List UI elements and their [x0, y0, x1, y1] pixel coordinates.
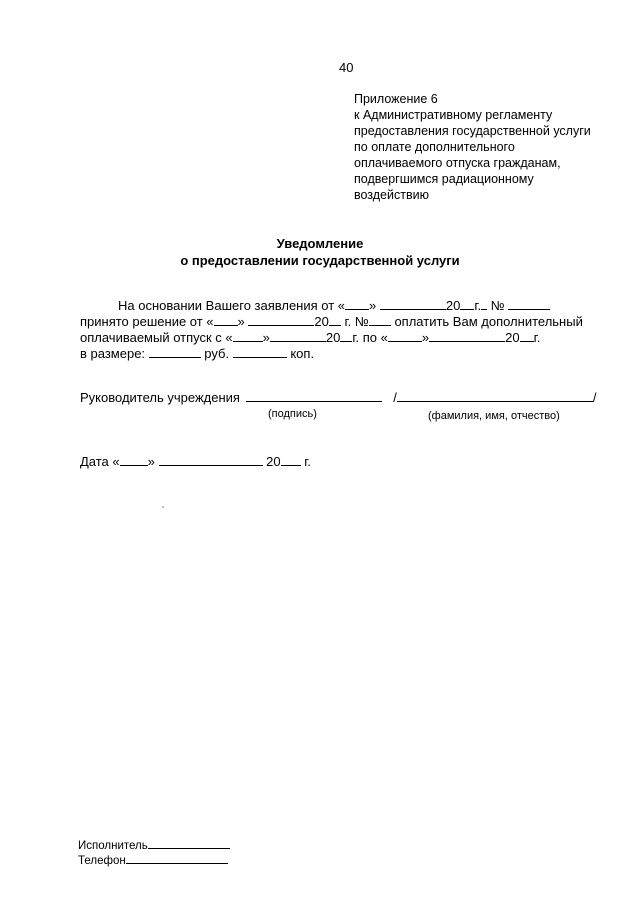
- blank-month: [248, 313, 314, 326]
- body-line-2: [80, 313, 583, 330]
- text: Дата «: [80, 454, 120, 469]
- text: г.: [474, 298, 482, 313]
- blank-day: [120, 453, 148, 466]
- appendix-line: воздействию: [354, 188, 429, 202]
- appendix-line: оплачиваемого отпуска гражданам,: [354, 156, 561, 170]
- blank-year: [329, 313, 341, 326]
- appendix-block: [354, 91, 591, 203]
- blank-month: [429, 329, 505, 342]
- executor-label: Исполнитель: [78, 840, 148, 852]
- appendix-line: к Административному регламенту: [354, 108, 553, 122]
- appendix-line: подвергшимся радиационному: [354, 172, 534, 186]
- text: »: [147, 454, 155, 469]
- text: /: [393, 390, 397, 405]
- text: 20: [445, 298, 461, 313]
- appendix-line: предоставления государственной услуги: [354, 124, 591, 138]
- page-number: 40: [339, 60, 354, 75]
- blank-day: [233, 329, 263, 342]
- blank-day: [345, 297, 369, 310]
- blank-signature: [246, 389, 382, 402]
- text: г.: [533, 330, 541, 345]
- blank: [481, 297, 487, 310]
- scan-speck: [162, 506, 164, 508]
- blank-year: [520, 329, 534, 342]
- text: /: [592, 390, 597, 405]
- blank-rubles: [149, 345, 201, 358]
- blank-month: [270, 329, 326, 342]
- date-line: [80, 453, 311, 470]
- blank-number: [369, 313, 391, 326]
- blank-day: [388, 329, 422, 342]
- blank-month: [380, 297, 446, 310]
- text: »: [369, 298, 377, 313]
- appendix-line: Приложение 6: [354, 92, 438, 106]
- blank-phone: [126, 851, 228, 864]
- text: На основании Вашего заявления от «: [118, 298, 346, 313]
- blank-executor: [148, 836, 230, 849]
- blank-kopecks: [233, 345, 287, 358]
- text: 20: [325, 330, 341, 345]
- body-line-3: [80, 329, 540, 346]
- text: г. №: [344, 314, 369, 329]
- text: коп.: [290, 346, 315, 361]
- text: 20: [314, 314, 329, 329]
- text: №: [490, 298, 505, 313]
- blank-number: [508, 297, 550, 310]
- full-name-caption: (фамилия, имя, отчество): [428, 410, 560, 422]
- text: оплачиваемый отпуск с «: [80, 330, 233, 345]
- blank-year: [281, 453, 301, 466]
- signature-label: Руководитель учреждения: [80, 390, 240, 405]
- appendix-line: по оплате дополнительного: [354, 140, 515, 154]
- signature-line: [80, 389, 596, 406]
- text: оплатить Вам дополнительный: [394, 314, 583, 329]
- blank-year: [340, 329, 352, 342]
- text: 20: [266, 454, 281, 469]
- document-title: Уведомление: [276, 236, 364, 251]
- text: руб.: [204, 346, 230, 361]
- text: 20: [505, 330, 520, 345]
- text: принято решение от «: [80, 314, 214, 329]
- body-line-4: [80, 345, 314, 362]
- phone-label: Телефон: [78, 855, 126, 867]
- blank-month: [159, 453, 263, 466]
- blank-day: [214, 313, 238, 326]
- phone-line: [78, 851, 228, 869]
- signature-caption: (подпись): [268, 408, 317, 420]
- document-subtitle: о предоставлении государственной услуги: [180, 253, 460, 268]
- blank-full-name: [397, 389, 593, 402]
- body-line-1: [118, 297, 550, 314]
- text: »: [421, 330, 430, 345]
- text: »: [237, 314, 245, 329]
- blank-year: [460, 297, 474, 310]
- text: »: [262, 330, 270, 345]
- text: г.: [304, 454, 311, 469]
- text: в размере:: [80, 346, 146, 361]
- text: г. по «: [352, 330, 388, 345]
